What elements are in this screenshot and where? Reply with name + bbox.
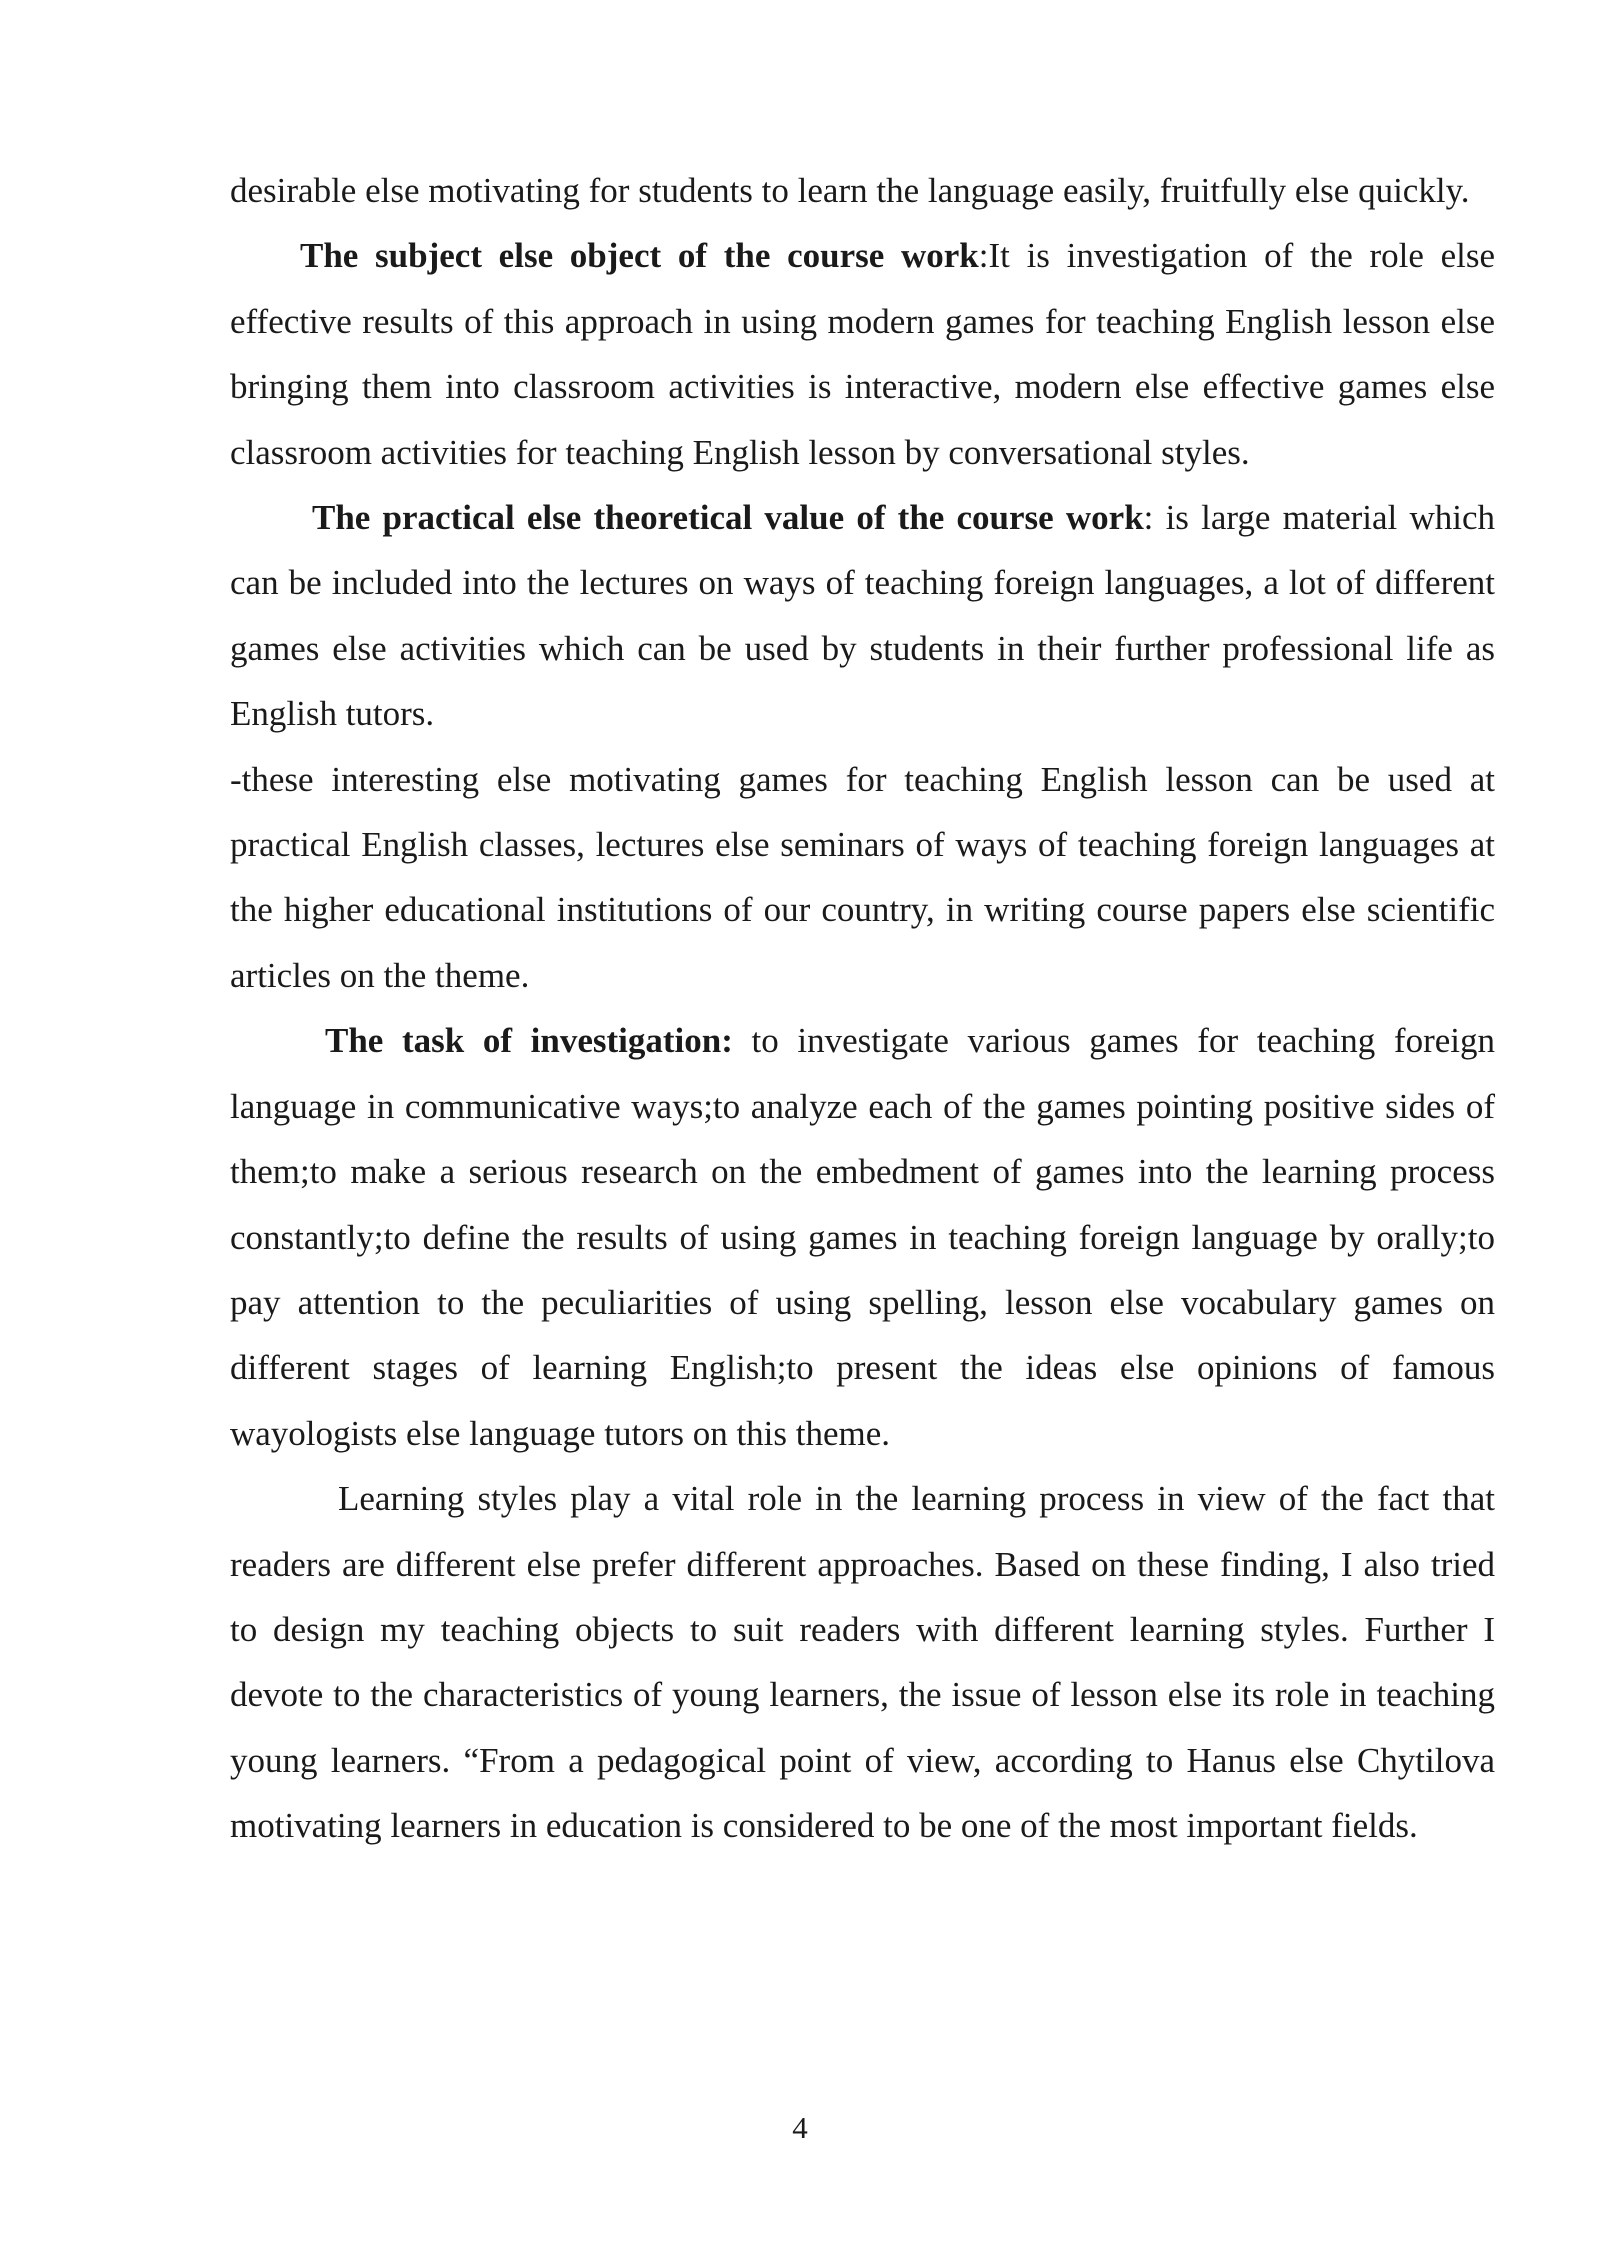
paragraph-task-of-investigation [230,1008,1495,1466]
paragraph-text: to investigate various games for teaching foreign language in communicative ways;to analyze each of the games pointing positive sides of them;to make a serious research on the embedment of games into the learning process constantly;to define the results of using games in teaching foreign language by orally;to pay attention to the peculiarities of using spelling, lesson else vocabulary games on different stages of learning English;to present the ideas else opinions of famous wayologists else language tutors on this theme. [230,1021,1495,1453]
paragraph-practical-value [230,485,1495,747]
paragraph-text: desirable else motivating for students to learn the language easily, fruitfully else quickly. [230,171,1470,210]
paragraph-learning-styles [230,1466,1495,1858]
paragraph-subject-object [230,223,1495,485]
page-number: 4 [792,2110,808,2145]
paragraph-text: -these interesting else motivating games for teaching English lesson can be used at practical English classes, lectures else seminars of ways of teaching foreign languages at the higher educational institutions of our country, in writing course papers else scientific articles on the theme. [230,759,1495,995]
body-text [230,158,1495,1859]
paragraph-usage-list-item [230,747,1495,1009]
paragraph-intro-continuation [230,158,1495,223]
paragraph-text: : is large material which can be included into the lectures on ways of teaching foreign languages, a lot of different games else activities which can be used by students in their further professional life as English tutors. [230,498,1495,734]
paragraph-text: :It is investigation of the role else effective results of this approach in using modern games for teaching English lesson else bringing them into classroom activities is interactive, modern else effective games else classroom activities for teaching English lesson by conversational styles. [230,236,1495,472]
paragraph-text: Learning styles play a vital role in the learning process in view of the fact that readers are different else prefer different approaches. Based on these finding, I also tried to design my teaching objects to suit readers with different learning styles. Further I devote to the characteristics of young learners, the issue of lesson else its role in teaching young learners. “From a pedagogical point of view, according to Hanus else Chytilova motivating learners in education is considered to be one of the most important fields. [230,1479,1495,1846]
paragraph-heading: The task of investigation: [325,1021,733,1061]
paragraph-heading: The subject else object of the course work [300,236,979,276]
paragraph-heading: The practical else theoretical value of the course work [312,498,1144,538]
